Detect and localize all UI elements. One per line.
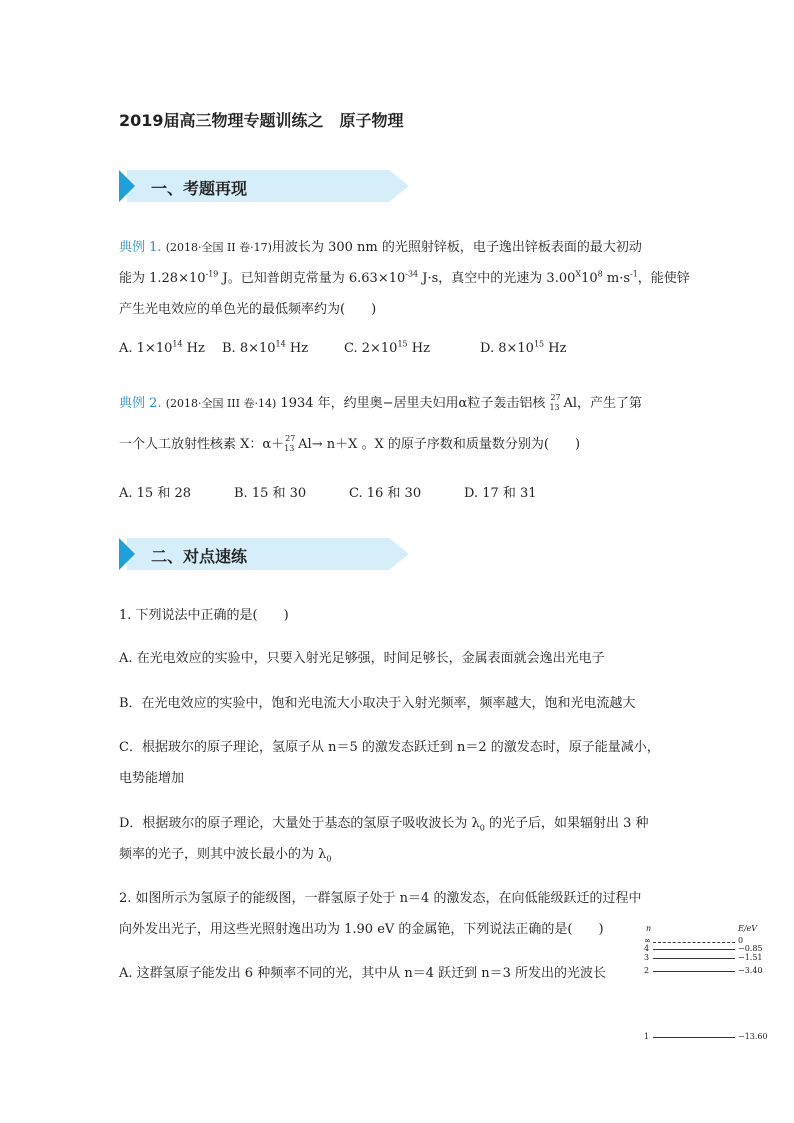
level-energy: −13.60: [738, 1032, 768, 1041]
text: → n＋X 。X 的原子序数和质量数分别为( ): [311, 437, 581, 452]
question-1-option-d-line-2: [119, 843, 331, 864]
atomic-number: 13: [284, 443, 295, 453]
exponent: -19: [205, 269, 219, 279]
question-1-stem: 1. 下列说法中正确的是( ): [119, 608, 289, 623]
text: A. 1×10: [119, 341, 173, 356]
example-1-line-2: [119, 267, 690, 286]
option-c: [344, 341, 430, 356]
nuclide-al-27: [284, 433, 298, 453]
text: ，能使锌: [637, 271, 690, 286]
example-tag: 典例 1.: [119, 240, 162, 255]
option-d: [480, 341, 566, 356]
option-b: B. 15 和 30: [234, 486, 307, 501]
example-2-line-1: [119, 392, 642, 411]
nuclide-al-27: [549, 392, 563, 412]
energy-axis-label: E/eV: [738, 924, 758, 933]
page-title: 2019届高三物理专题训练之 原子物理: [119, 111, 404, 130]
example-tag: 典例 2.: [119, 396, 162, 411]
exponent: 8: [597, 269, 603, 279]
level-energy: −0.85: [738, 944, 763, 953]
option-d: D. 17 和 31: [464, 486, 537, 501]
question-1-option-d-line-1: [119, 812, 649, 833]
example-1-line-3: 产生光电效应的单色光的最低频率约为( ): [119, 302, 377, 317]
question-1-option-a: A. 在光电效应的实验中，只要入射光足够强，时间足够长，金属表面就会逸出光电子: [119, 651, 605, 666]
section-banner-1: [119, 170, 409, 202]
level-n-1: 1: [644, 1032, 650, 1041]
question-2-option-a: A. 这群氢原子能发出 6 种频率不同的光，其中从 n＝4 跃迁到 n＝3 所发出的光波长: [119, 966, 607, 981]
question-1-option-c-line-2: 电势能增加: [119, 771, 185, 786]
text: Hz: [544, 341, 567, 356]
text: B. 8×10: [222, 341, 276, 356]
text: 用波长为 300 nm 的光照射锌板，电子逸出锌板表面的最大初动: [271, 240, 642, 255]
subscript: 0: [479, 823, 485, 833]
example-source: (2018·全国 III 卷·14): [165, 397, 277, 410]
level-line: [653, 1037, 735, 1038]
section-banner-2: [119, 538, 409, 570]
option-a: [119, 341, 205, 356]
exponent: 14: [275, 339, 286, 349]
text: 一个人工放射性核素 X：α＋: [119, 437, 285, 452]
example-1-line-1: [119, 236, 642, 255]
option-c: C. 16 和 30: [349, 486, 422, 501]
element-symbol: Al: [298, 437, 312, 452]
exponent: -34: [405, 269, 419, 279]
level-n-4: 4: [644, 944, 650, 953]
text: 1934 年，约里奥−居里夫妇用α粒子轰击铝核: [276, 396, 550, 411]
text: 10: [581, 271, 598, 286]
energy-level-diagram: [640, 918, 780, 1048]
subscript: 0: [326, 854, 332, 864]
question-2-stem-line-2: 向外发出光子，用这些光照射逸出功为 1.90 eV 的金属铯，下列说法正确的是( ): [119, 922, 604, 937]
mass-number: 27: [550, 392, 561, 402]
level-line: [653, 949, 735, 950]
exponent: 15: [533, 339, 545, 349]
level-n-2: 2: [644, 966, 650, 975]
text: ，产生了第: [577, 396, 643, 411]
text: Hz: [407, 341, 430, 356]
level-energy: 0: [738, 936, 744, 945]
level-line: [653, 971, 735, 972]
text: m·s: [602, 271, 630, 286]
mass-number: 27: [285, 433, 296, 443]
text: D. 8×10: [480, 341, 534, 356]
text: Hz: [285, 341, 309, 356]
level-line: [653, 942, 735, 943]
n-axis-label: n: [646, 924, 652, 933]
text: 的光子后，如果辐射出 3 种: [484, 816, 649, 831]
text: 能为 1.28×10: [119, 271, 206, 286]
text: Hz: [182, 341, 205, 356]
text: 频率的光子，则其中波长最小的为 λ: [119, 847, 327, 862]
exponent: 15: [397, 339, 408, 349]
level-n-infinity: ∞: [644, 936, 651, 945]
text: J·s，真空中的光速为 3.00: [418, 271, 576, 286]
question-1-option-c-line-1: C．根据玻尔的原子理论，氢原子从 n＝5 的激发态跃迁到 n＝2 的激发态时，原子能量减小，: [119, 740, 660, 755]
question-1-option-b: B．在光电效应的实验中，饱和光电流大小取决于入射光频率，频率越大，饱和光电流越大: [119, 696, 636, 711]
exponent: -1: [630, 269, 638, 279]
question-2-stem-line-1: 2. 如图所示为氢原子的能级图，一群氢原子处于 n＝4 的激发态，在向低能级跃迁的过程中: [119, 891, 642, 906]
text: D．根据玻尔的原子理论，大量处于基态的氢原子吸收波长为 λ: [119, 816, 480, 831]
option-b: [222, 341, 308, 356]
section-heading-1: 一、考题再现: [151, 179, 248, 198]
text: J。已知普朗克常量为 6.63×10: [218, 271, 406, 286]
section-heading-2: 二、对点速练: [151, 547, 248, 566]
text: C. 2×10: [344, 341, 398, 356]
option-a: A. 15 和 28: [119, 486, 192, 501]
exponent: 14: [172, 339, 183, 349]
element-symbol: Al: [563, 396, 577, 411]
exponent: X: [575, 269, 582, 279]
level-n-3: 3: [644, 953, 650, 962]
level-energy: −3.40: [738, 966, 763, 975]
level-energy: −1.51: [738, 953, 763, 962]
level-line: [653, 958, 735, 959]
example-2-line-2: [119, 433, 580, 452]
atomic-number: 13: [549, 402, 560, 412]
example-source: (2018·全国 II 卷·17): [165, 241, 272, 254]
